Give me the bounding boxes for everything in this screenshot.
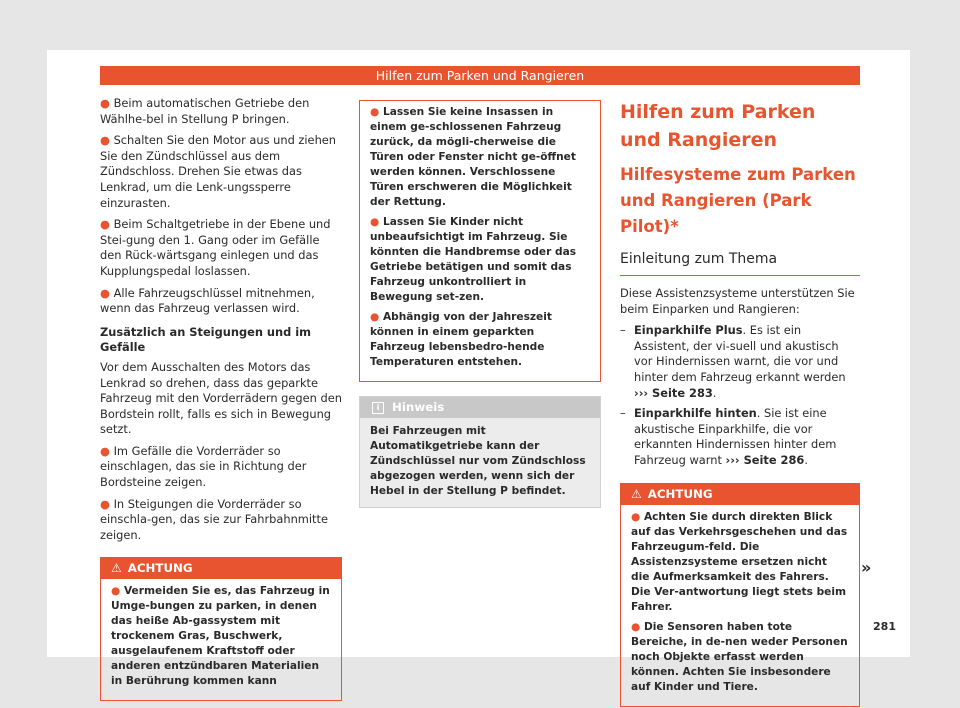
section-title: Hilfesysteme zum Parken und Rangieren (Park Pilot)* [620, 165, 856, 236]
intro-text: Diese Assistenzsysteme unterstützen Sie beim Einparken und Rangieren: [620, 286, 855, 316]
list-item: ● Im Gefälle die Vorderräder so einschlagen, das sie in Richtung der Bordsteine zeigen. [100, 443, 307, 490]
page-link[interactable]: ››› Seite 286 [725, 452, 805, 467]
subsection-title: Einleitung zum Thema [620, 248, 860, 276]
list-item: – Einparkhilfe Plus. Es ist ein Assistent, der vi-suell und akustisch vor Hindernissen warnt, die vor und hinter dem Fahrzeug erkannt werden ››› Seite 283. [620, 323, 846, 400]
warning-item: ● Vermeiden Sie es, das Fahrzeug in Umge-bungen zu parken, in denen das heiße Ab-gassystem mit trockenem Gras, Buschwerk, ausgelaufenem Kraftstoff oder anderen entzündbaren Materialien in Berührung kommen kann [111, 585, 330, 688]
list-item: – Einparkhilfe hinten. Sie ist eine akustische Einparkhilfe, die vor erkannten Hindernissen hinter dem Fahrzeug warnt ››› Seite 286. [620, 406, 837, 467]
warning-triangle-icon: ⚠ [111, 561, 122, 576]
paragraph: Vor dem Ausschalten des Motors das Lenkrad so drehen, dass das geparkte Fahrzeug mit den Vorderrädern gegen den Bordstein rollt, falls es sich in Bewegung setzt. [100, 359, 342, 437]
warning-box [620, 483, 860, 707]
hint-text: Bei Fahrzeugen mit Automatikgetriebe kann der Zündschlüssel nur vom Zündschloss abgezogen werden, wenn sich der Hebel in der Stellung P befindet. [370, 425, 586, 497]
list-item: ● Schalten Sie den Motor aus und ziehen Sie den Zündschlüssel aus dem Zündschloss. Drehen Sie etwas das Lenkrad, um die Lenk-ungssperre einzurasten. [100, 133, 337, 210]
warning-box [100, 557, 342, 701]
continue-mark: » [861, 558, 872, 577]
warning-item: ● Die Sensoren haben tote Bereiche, in de-nen weder Personen noch Objekte erfasst werden können. Achten Sie insbesondere auf Kinder und Tiere. [631, 620, 848, 693]
warning-header: ⚠ ACHTUNG [621, 484, 859, 505]
list-item: ● Beim automatischen Getriebe den Wählhe-bel in Stellung P bringen. [100, 96, 310, 126]
hint-header: i Hinweis [360, 397, 600, 418]
warning-header: ⚠ ACHTUNG [101, 558, 341, 579]
column-middle [359, 100, 601, 508]
list-item: ● Beim Schaltgetriebe in der Ebene und Stei-gung den 1. Gang oder im Gefälle den Rück-wärtsgang einlegen und das Kupplungspedal loslassen. [100, 217, 331, 278]
warning-item: ● Lassen Sie keine Insassen in einem ge-schlossenen Fahrzeug zurück, da mögli-cherweise die Türen oder Fenster nicht ge-öffnet werden können. Verschlossene Türen erschweren die Möglichkeit der Rettung. [370, 106, 576, 208]
column-left [100, 96, 342, 701]
page-header: Hilfen zum Parken und Rangieren [100, 66, 860, 85]
list-item: ● In Steigungen die Vorderräder so einschla-gen, das sie zur Fahrbahnmitte zeigen. [100, 496, 328, 542]
page-link[interactable]: ››› Seite 283 [634, 385, 713, 400]
list-item: ● Alle Fahrzeugschlüssel mitnehmen, wenn das Fahrzeug verlassen wird. [100, 285, 315, 316]
warning-item: ● Achten Sie durch direkten Blick auf das Verkehrsgeschehen und das Fahrzeugum-feld. Die Assistenzsysteme ersetzen nicht die Aufmerksamkeit des Fahrers. Die Ver-antwortung liegt stets beim Fahrer. [631, 510, 848, 613]
warning-triangle-icon: ⚠ [631, 486, 642, 501]
warning-item: ● Abhängig von der Jahreszeit können in einem geparkten Fahrzeug lebensbedro-hende Temperaturen entstehen. [370, 311, 552, 368]
column-right [620, 98, 860, 707]
hint-box [359, 396, 601, 508]
page-number: 281 [873, 620, 896, 633]
warning-box-continued [359, 100, 601, 382]
info-icon: i [372, 402, 384, 414]
subheading: Zusätzlich an Steigungen und im Gefälle [100, 324, 312, 355]
warning-item: ● Lassen Sie Kinder nicht unbeaufsichtigt im Fahrzeug. Sie könnten die Handbremse oder das Getriebe betätigen und somit das Fahrzeug unkontrolliert in Bewegung set-zen. [370, 216, 577, 303]
chapter-title: Hilfen zum Parken und Rangieren [620, 101, 816, 151]
